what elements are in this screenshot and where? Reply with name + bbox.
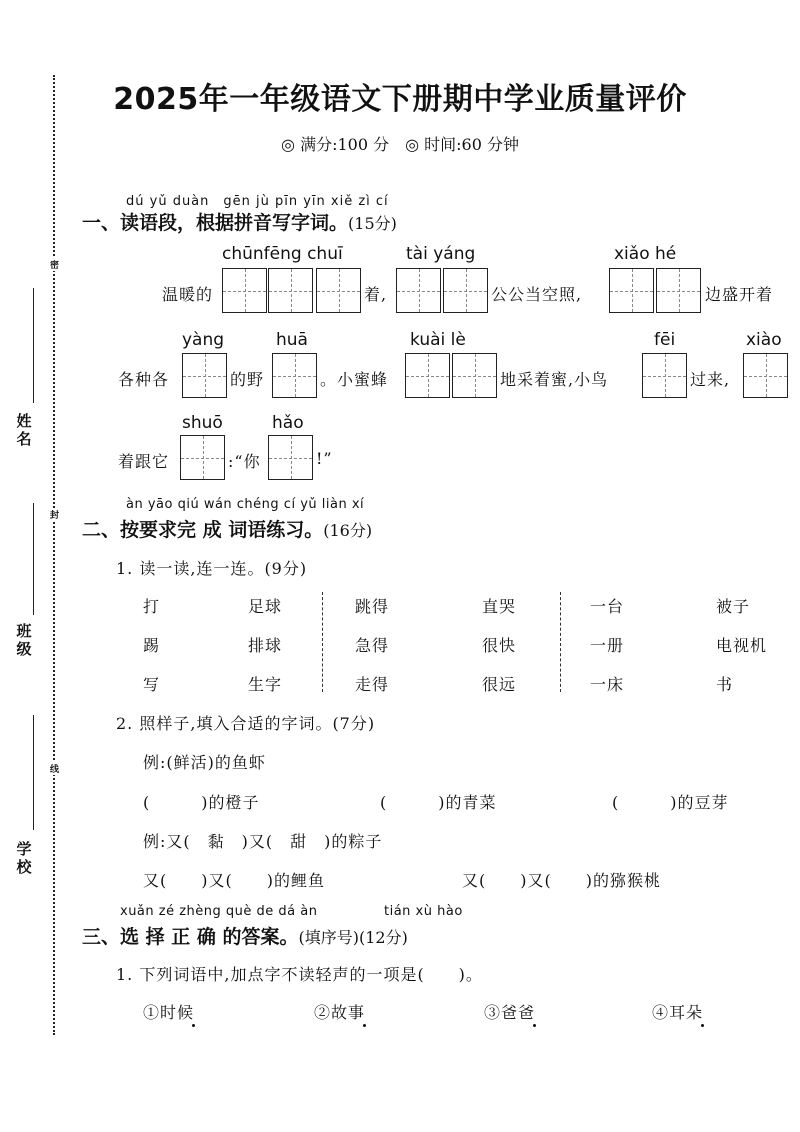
fill-blank[interactable]: ( )的橙子 — [143, 793, 260, 812]
section2-q1: 1. 读一读,连一连。(9分) — [116, 559, 308, 578]
passage-text: :“你 — [228, 452, 261, 471]
seal-mark-mi: 密 — [50, 258, 59, 271]
match-word[interactable]: 生字 — [248, 675, 283, 694]
pinyin-kuaile: kuài lè — [410, 330, 466, 350]
binding-dotted-line — [53, 75, 55, 1035]
option-4[interactable]: ④耳朵 — [652, 1003, 704, 1022]
page-title: 2025年一年级语文下册期中学业质量评价 — [113, 82, 687, 117]
match-word[interactable]: 踢 — [143, 636, 161, 655]
column-divider — [322, 592, 323, 692]
seal-mark-xian: 线 — [50, 762, 59, 775]
pinyin-taiyang: tài yáng — [406, 244, 476, 264]
answer-box[interactable] — [268, 435, 313, 480]
match-word[interactable]: 电视机 — [716, 636, 768, 655]
section3-pinyin-b: tián xù hào — [384, 904, 463, 919]
emphasis-dot — [192, 1024, 195, 1027]
section3-q1: 1. 下列词语中,加点字不读轻声的一项是( )。 — [116, 965, 483, 984]
option-2[interactable]: ②故事 — [314, 1003, 366, 1022]
school-blank[interactable] — [33, 715, 35, 830]
option-3[interactable]: ③爸爸 — [484, 1003, 536, 1022]
fill-blank[interactable]: 又( )又( )的猕猴桃 — [462, 871, 661, 890]
option-1[interactable]: ①时候 — [143, 1003, 195, 1022]
section1-pinyin: dú yǔ duàn gēn jù pīn yīn xiě zì cí — [126, 194, 389, 209]
match-word[interactable]: 急得 — [355, 636, 390, 655]
match-word[interactable]: 打 — [143, 597, 161, 616]
emphasis-dot — [533, 1024, 536, 1027]
fill-blank[interactable]: ( )的豆芽 — [612, 793, 729, 812]
answer-box[interactable] — [182, 353, 227, 398]
answer-box[interactable] — [443, 268, 488, 313]
passage-text: 温暖的 — [162, 285, 214, 304]
section1-heading — [82, 208, 397, 235]
answer-box[interactable] — [609, 268, 654, 313]
answer-box[interactable] — [396, 268, 441, 313]
answer-box[interactable] — [452, 353, 497, 398]
answer-box[interactable] — [268, 268, 313, 313]
section2-q2: 2. 照样子,填入合适的字词。(7分) — [116, 714, 376, 733]
answer-box[interactable] — [316, 268, 361, 313]
seal-mark-feng: 封 — [50, 508, 59, 521]
fill-blank[interactable]: 又( )又( )的鲤鱼 — [143, 871, 325, 890]
pinyin-chunfeng-chui: chūnfēng chuī — [222, 244, 343, 264]
passage-text: 。小蜜蜂 — [320, 370, 389, 389]
pinyin-xiaohe: xiǎo hé — [614, 244, 677, 264]
section1-score: (15分) — [348, 214, 397, 233]
example-2: 例:又( 黏 )又( 甜 )的粽子 — [143, 832, 383, 851]
passage-text: 的野 — [230, 370, 265, 389]
match-word[interactable]: 写 — [143, 675, 161, 694]
match-word[interactable]: 书 — [716, 675, 734, 694]
emphasis-dot — [363, 1024, 366, 1027]
match-word[interactable]: 直哭 — [482, 597, 517, 616]
passage-text: 着, — [364, 285, 388, 304]
passage-text: 公公当空照, — [491, 285, 583, 304]
match-word[interactable]: 很快 — [482, 636, 517, 655]
answer-box[interactable] — [656, 268, 701, 313]
passage-text: !” — [316, 449, 333, 468]
fill-blank[interactable]: ( )的青菜 — [380, 793, 497, 812]
pinyin-hao: hǎo — [272, 413, 304, 433]
exam-info: ◎ 满分:100 分 ◎ 时间:60 分钟 — [281, 135, 519, 154]
answer-box[interactable] — [642, 353, 687, 398]
section3-heading-text: 三、选 择 正 确 的答案。 — [82, 926, 299, 948]
match-word[interactable]: 走得 — [355, 675, 390, 694]
section1-heading-text: 一、读语段，根据拼音写字词。 — [82, 212, 349, 234]
match-word[interactable]: 足球 — [248, 597, 283, 616]
match-word[interactable]: 跳得 — [355, 597, 390, 616]
section3-heading-b: (填序号) — [298, 928, 359, 947]
pinyin-yang: yàng — [182, 330, 225, 350]
name-blank[interactable] — [33, 288, 35, 403]
example-1: 例:(鲜活)的鱼虾 — [143, 753, 266, 772]
match-word[interactable]: 排球 — [248, 636, 283, 655]
school-label: 学校 — [16, 840, 32, 876]
match-word[interactable]: 一台 — [590, 597, 625, 616]
passage-text: 各种各 — [118, 370, 170, 389]
section2-pinyin: àn yāo qiú wán chéng cí yǔ liàn xí — [126, 497, 365, 512]
section2-score: (16分) — [323, 521, 373, 540]
section3-score: (12分) — [358, 928, 408, 947]
class-label: 班级 — [16, 622, 32, 658]
match-word[interactable]: 一床 — [590, 675, 625, 694]
class-blank[interactable] — [33, 503, 35, 615]
column-divider — [560, 592, 561, 692]
answer-box[interactable] — [272, 353, 317, 398]
name-label: 姓名 — [16, 412, 32, 448]
match-word[interactable]: 很远 — [482, 675, 517, 694]
passage-text: 过来, — [690, 370, 731, 389]
pinyin-fei: fēi — [654, 330, 676, 350]
passage-text: 地采着蜜,小鸟 — [500, 370, 609, 389]
emphasis-dot — [701, 1024, 704, 1027]
passage-text: 着跟它 — [118, 452, 170, 471]
section2-heading — [82, 515, 372, 542]
answer-box[interactable] — [222, 268, 267, 313]
passage-text: 边盛开着 — [705, 285, 774, 304]
pinyin-shuo: shuō — [182, 413, 223, 433]
pinyin-xiao: xiào — [746, 330, 782, 350]
answer-box[interactable] — [180, 435, 225, 480]
section3-pinyin-a: xuǎn zé zhèng què de dá àn — [120, 904, 318, 919]
section2-heading-text: 二、按要求完 成 词语练习。 — [82, 519, 324, 541]
section3-heading — [82, 922, 408, 949]
match-word[interactable]: 被子 — [716, 597, 751, 616]
match-word[interactable]: 一册 — [590, 636, 625, 655]
answer-box[interactable] — [405, 353, 450, 398]
answer-box[interactable] — [743, 353, 788, 398]
pinyin-hua: huā — [276, 330, 308, 350]
